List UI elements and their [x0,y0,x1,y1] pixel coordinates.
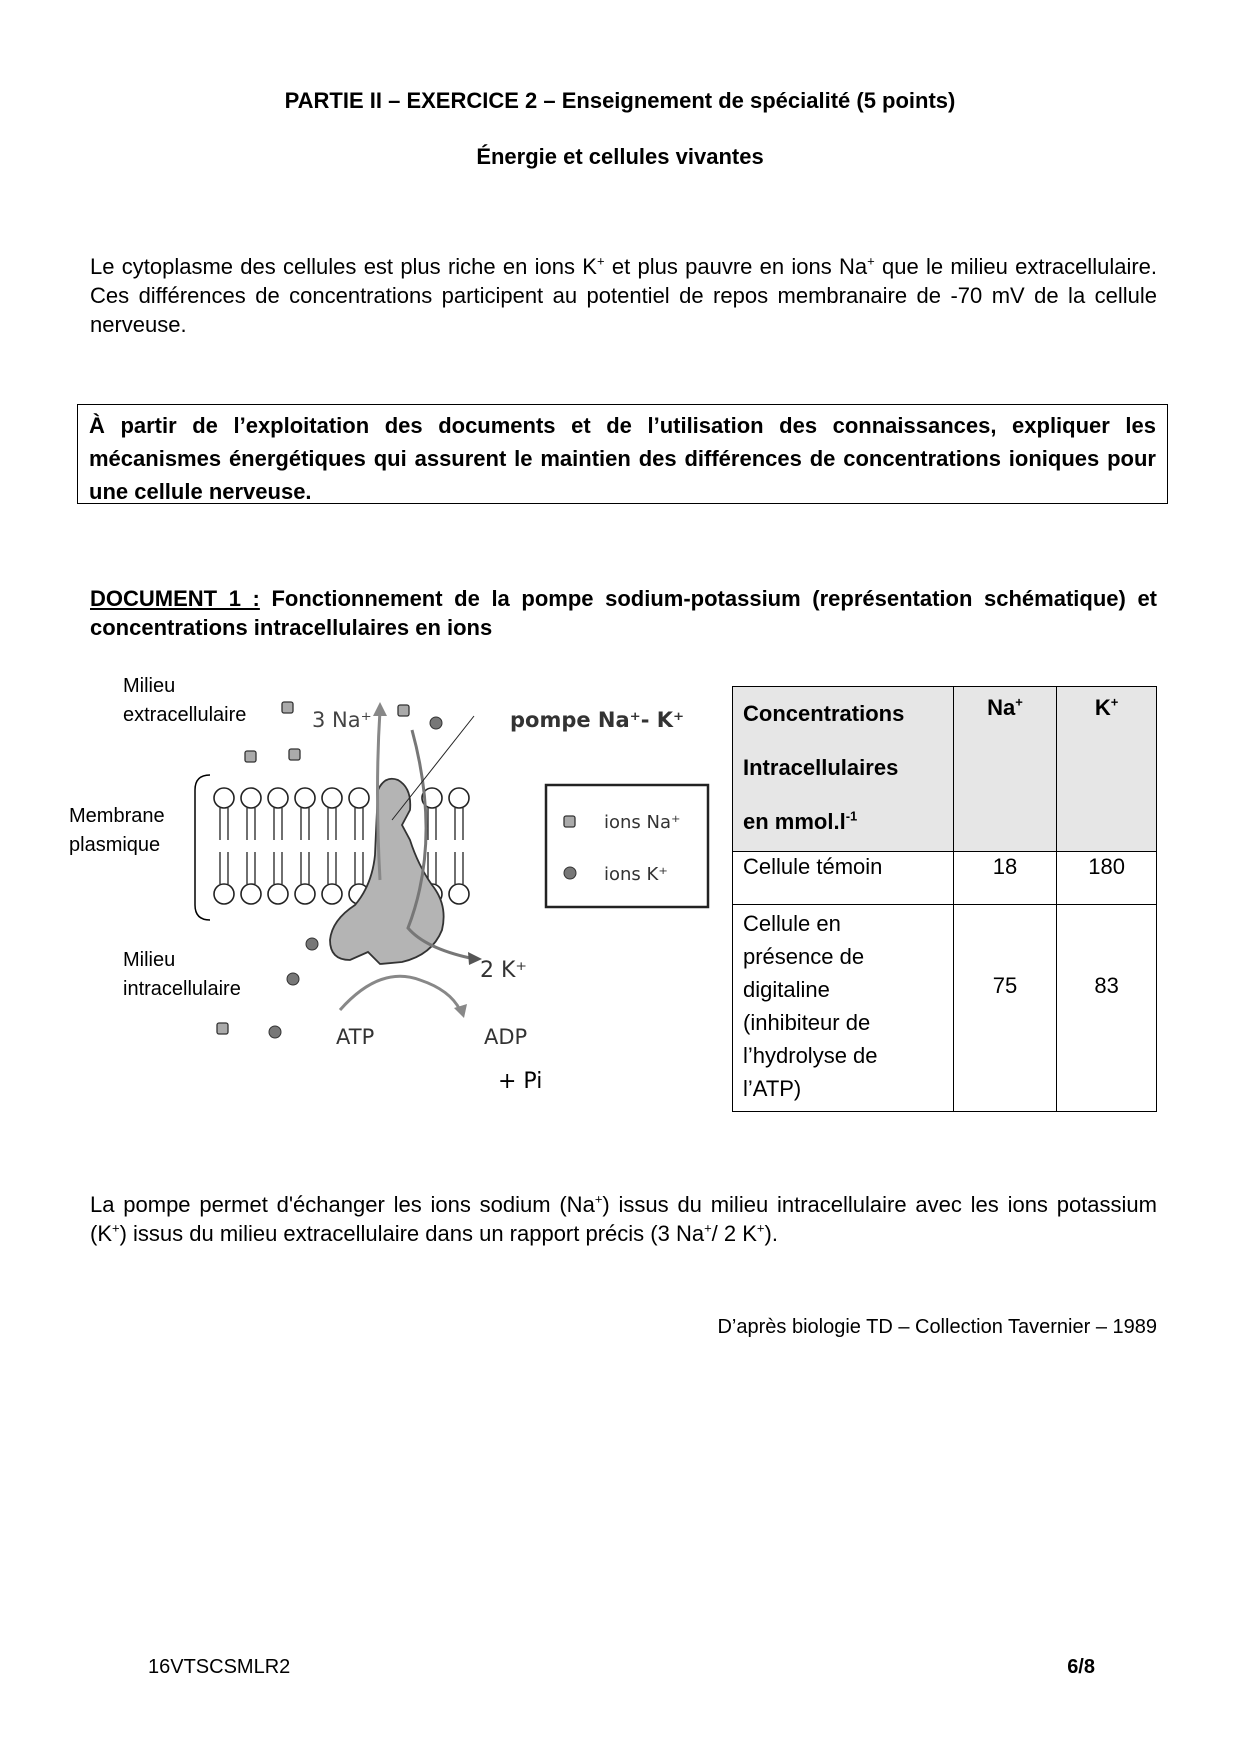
intro-paragraph: Le cytoplasme des cellules est plus riche en ions K+ et plus pauvre en ions Na+ que le milieu extracellulaire. Ces différences de concentrations participent au potentiel de repos membranaire de -70 mV de la cellule nerveuse. [90,253,1158,337]
row-na-value: 75 [953,905,1057,1112]
row-k-value: 83 [1057,905,1157,1112]
pi-label: + Pi [498,1069,543,1094]
adp-label: ADP [484,1025,528,1049]
exercise-subtitle: Énergie et cellules vivantes [476,144,764,169]
exercise-title: PARTIE II – EXERCICE 2 – Enseignement de spécialité (5 points) [284,88,956,113]
footer-code: 16VTSCSMLR2 [148,1656,291,1678]
atp-label: ATP [336,1025,375,1049]
row-k-value: 180 [1057,852,1157,905]
label-intracellular: Milieu intracellulaire [123,949,241,1000]
row-label: Cellule en présence de digitaline (inhibiteur de l’hydrolyse de l’ATP) [733,905,954,1112]
k-count-label: 2 K⁺ [480,958,528,983]
membrane-bracket [195,775,210,920]
document-label: DOCUMENT 1 : [90,586,260,611]
phospholipid-bilayer-left [214,788,369,904]
pump-label: pompe Na⁺- K⁺ [510,708,685,732]
legend-k-icon [564,867,576,879]
source-citation: D’après biologie TD – Collection Tavernier – 1989 [717,1316,1157,1338]
closing-paragraph: La pompe permet d'échanger les ions sodium (Na+) issus du milieu intracellulaire avec les ions potassium (K+) issus du milieu extracellulaire dans un rapport précis (3 Na+/ 2 K+). [90,1191,1157,1246]
phospholipid-tails-right [428,808,463,884]
header-k: K+ [1057,687,1157,852]
document-1-heading [90,584,1157,642]
legend-na-icon [564,816,575,827]
header-na: Na+ [953,687,1057,852]
pump-diagram [180,680,720,1100]
label-membrane: Membrane plasmique [69,805,165,856]
label-extracellular: Milieu extracellulaire [123,675,247,726]
phospholipid-tails-left [220,808,363,884]
na-count-label: 3 Na⁺ [312,708,372,732]
atp-hydrolysis-arrow [340,976,460,1010]
task-box: À partir de l’exploitation des documents et de l’utilisation des connaissances, expliquer les mécanismes énergétiques qui assurent le maintien des différences de concentrations ioniques pour une cellule nerveuse. [77,404,1168,504]
legend-box [546,785,708,907]
table-row [733,905,1157,1112]
concentration-table [732,686,1157,1112]
legend-na-label: ions Na⁺ [604,812,681,833]
row-na-value: 18 [953,852,1057,905]
page-number: 6/8 [1067,1656,1095,1678]
header-concentrations: Concentrations Intracellulaires en $mmol.l^{-1}$ [733,687,954,852]
legend-k-label: ions K⁺ [604,864,668,885]
row-label: Cellule témoin [733,852,954,905]
table-header-row [733,687,1157,852]
table-row [733,852,1157,905]
document-title: Fonctionnement de la pompe sodium-potassium (représentation schématique) et concentrations intracellulaires en ions [90,586,1158,640]
